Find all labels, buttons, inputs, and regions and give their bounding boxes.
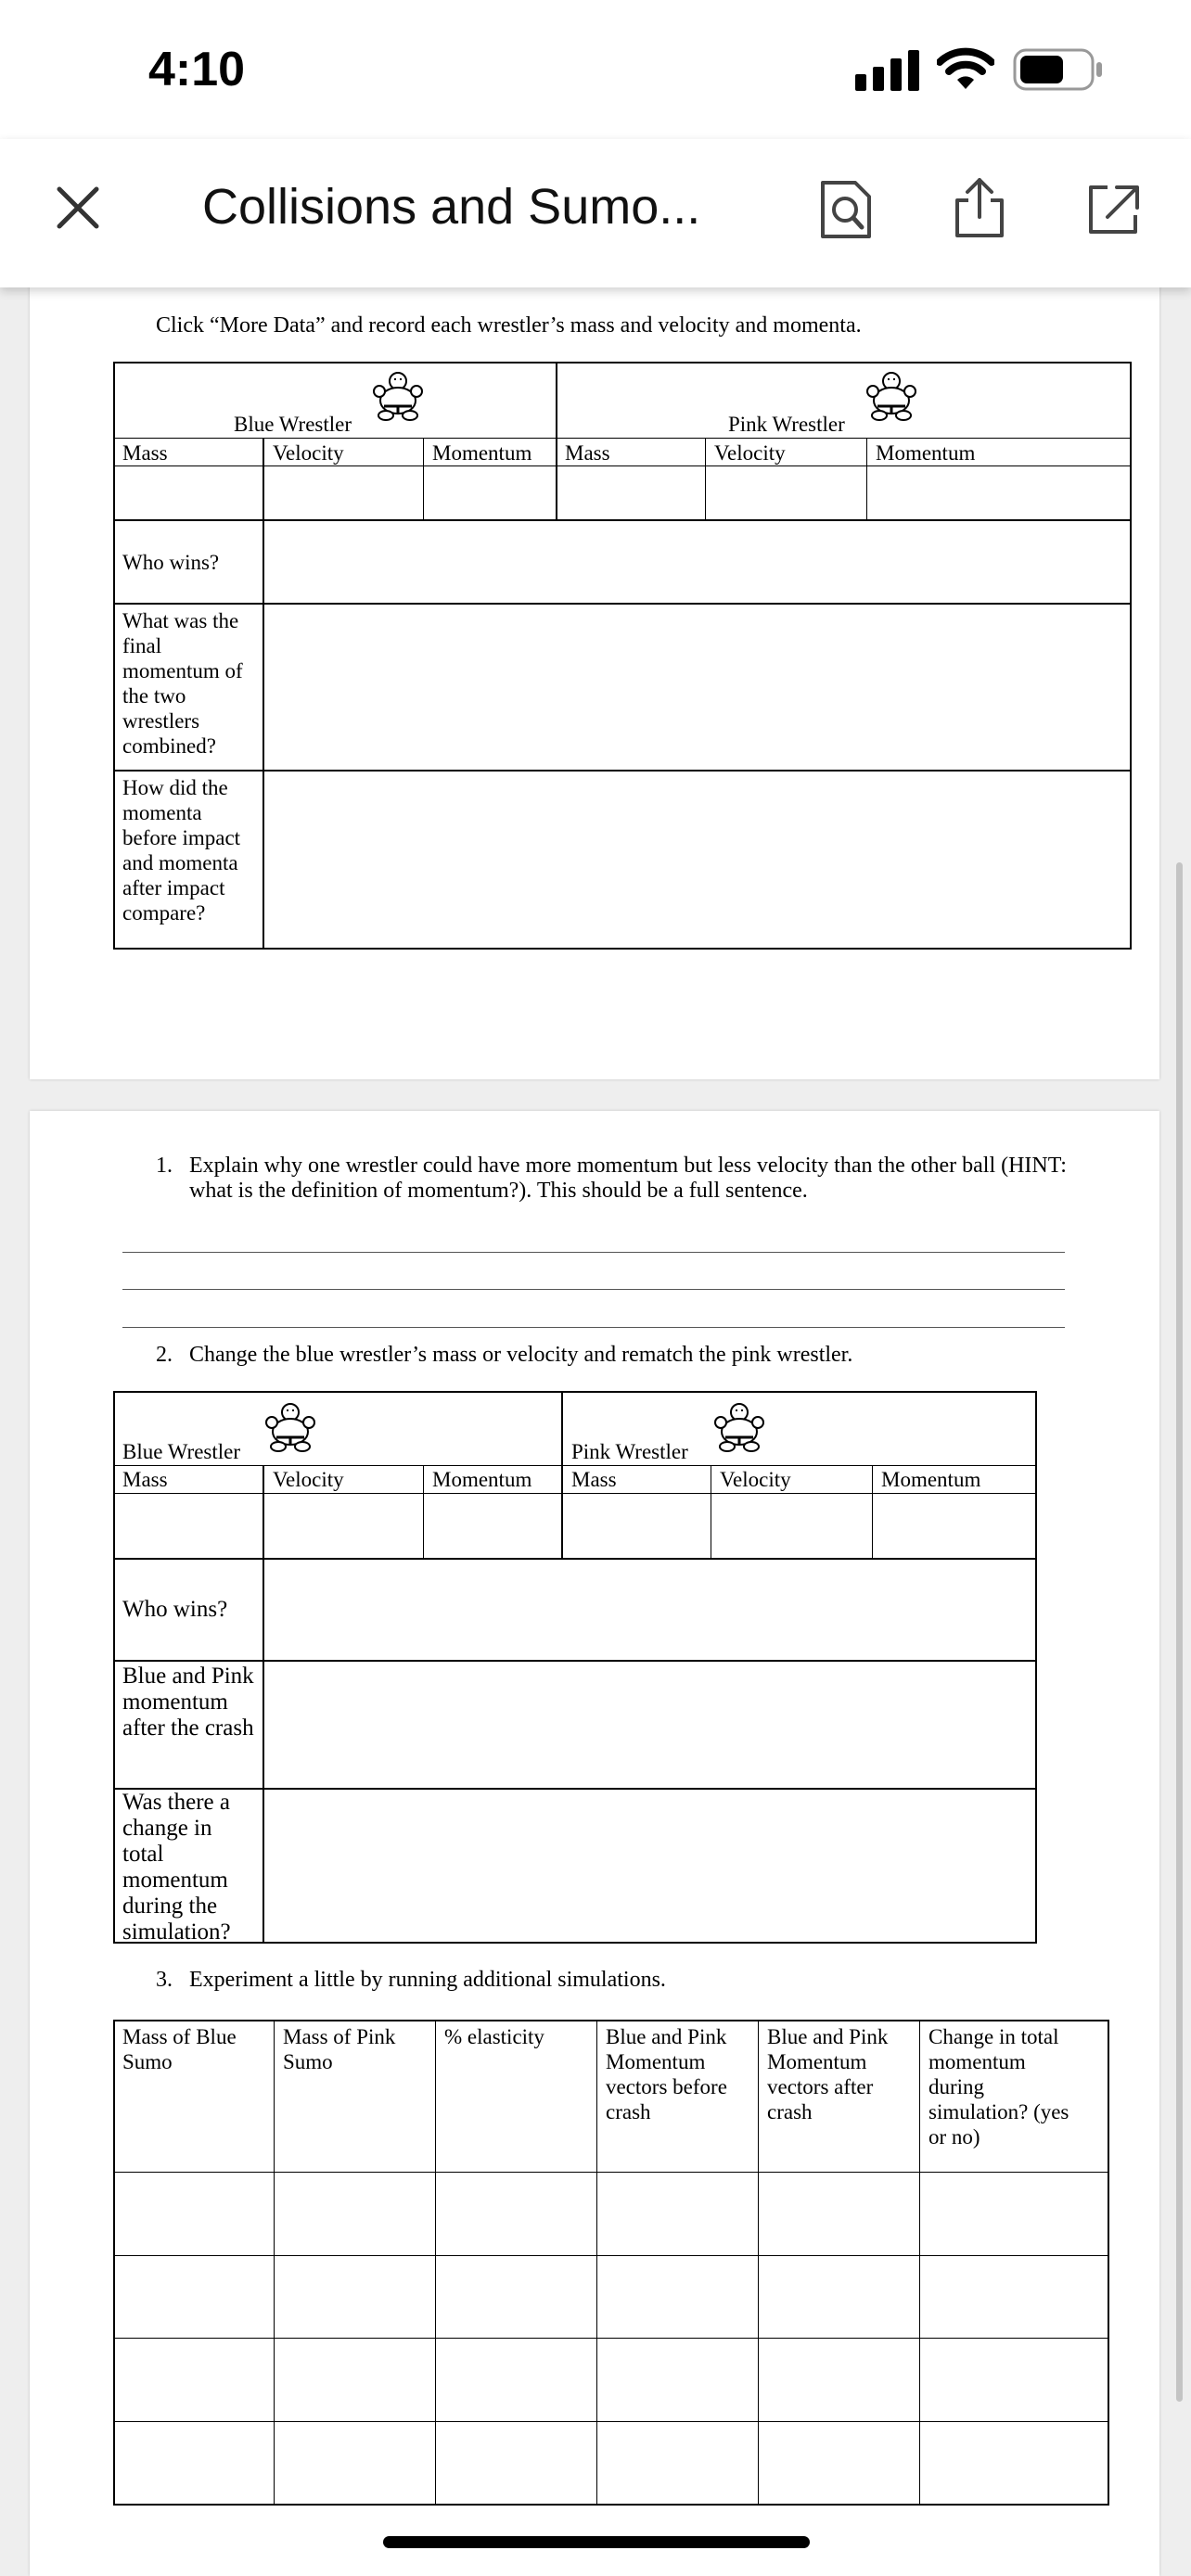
row-label: Who wins? xyxy=(122,1597,228,1622)
row-label: Was there a change in total momentum during the simulation? xyxy=(122,1790,231,1945)
open-external-icon[interactable] xyxy=(1087,182,1139,237)
status-bar xyxy=(0,0,1191,139)
column-header: Velocity xyxy=(273,1468,344,1491)
momentum-table-1 xyxy=(113,362,1132,950)
column-header: Momentum xyxy=(881,1468,981,1491)
share-icon[interactable] xyxy=(954,176,1005,239)
answer-line[interactable] xyxy=(122,1252,1065,1253)
instruction-text: Click “More Data” and record each wrestler’s mass and velocity and momenta. xyxy=(156,313,862,338)
column-header: Momentum xyxy=(876,441,976,465)
column-header: Mass xyxy=(122,1468,168,1491)
answer-line[interactable] xyxy=(122,1327,1065,1328)
status-time: 4:10 xyxy=(148,43,246,96)
document-page-2 xyxy=(30,1111,1159,2576)
simulation-table xyxy=(113,2020,1109,2506)
pink-wrestler-title: Pink Wrestler xyxy=(728,413,845,436)
home-indicator[interactable] xyxy=(383,2536,810,2548)
column-header: % elasticity xyxy=(444,2025,544,2048)
answer-line[interactable] xyxy=(122,1289,1065,1290)
question-number: 3. xyxy=(156,1968,173,1992)
app-header xyxy=(0,139,1191,287)
document-title: Collisions and Sumo... xyxy=(202,179,701,235)
column-header: Momentum xyxy=(432,441,532,465)
question-number: 1. xyxy=(156,1154,173,1178)
wifi-icon xyxy=(937,46,994,91)
pink-wrestler-title: Pink Wrestler xyxy=(571,1440,688,1463)
question-3-text: Experiment a little by running additional simulations. xyxy=(189,1968,666,1992)
signal-icon xyxy=(855,48,922,91)
column-header: Velocity xyxy=(720,1468,791,1491)
scrollbar[interactable] xyxy=(1176,862,1183,2402)
question-1-text: Explain why one wrestler could have more momentum but less velocity than the other ball (HINT: what is the definition of momentum?). This should be a full sentence. xyxy=(189,1154,1067,1203)
row-label: Blue and Pink momentum after the crash xyxy=(122,1664,254,1741)
blue-wrestler-title: Blue Wrestler xyxy=(234,413,352,436)
sumo-wrestler-icon xyxy=(263,1400,317,1452)
column-header: Mass xyxy=(571,1468,617,1491)
battery-icon xyxy=(1013,48,1106,91)
row-label: What was the final momentum of the two wrestlers combined? xyxy=(122,609,243,758)
document-page-1 xyxy=(30,269,1159,1079)
sumo-wrestler-icon xyxy=(864,369,918,421)
column-header: Velocity xyxy=(714,441,786,465)
momentum-table-2 xyxy=(113,1391,1037,1944)
column-header: Change in total momentum during simulation? (yes or no) xyxy=(928,2025,1069,2149)
column-header: Momentum xyxy=(432,1468,532,1491)
column-header: Mass xyxy=(565,441,610,465)
column-header: Mass of Pink Sumo xyxy=(283,2025,396,2073)
sumo-wrestler-icon xyxy=(371,369,425,421)
row-label: How did the momenta before impact and momenta after impact compare? xyxy=(122,776,241,925)
question-2-text: Change the blue wrestler’s mass or velocity and rematch the pink wrestler. xyxy=(189,1343,853,1367)
column-header: Mass of Blue Sumo xyxy=(122,2025,237,2073)
question-number: 2. xyxy=(156,1343,173,1367)
row-label: Who wins? xyxy=(122,551,220,574)
sumo-wrestler-icon xyxy=(712,1400,766,1452)
column-header: Velocity xyxy=(273,441,344,465)
column-header: Blue and Pink Momentum vectors after crash xyxy=(767,2025,889,2123)
column-header: Blue and Pink Momentum vectors before crash xyxy=(606,2025,727,2123)
close-icon[interactable] xyxy=(56,185,100,230)
search-document-icon[interactable] xyxy=(820,180,872,239)
column-header: Mass xyxy=(122,441,168,465)
blue-wrestler-title: Blue Wrestler xyxy=(122,1440,241,1463)
